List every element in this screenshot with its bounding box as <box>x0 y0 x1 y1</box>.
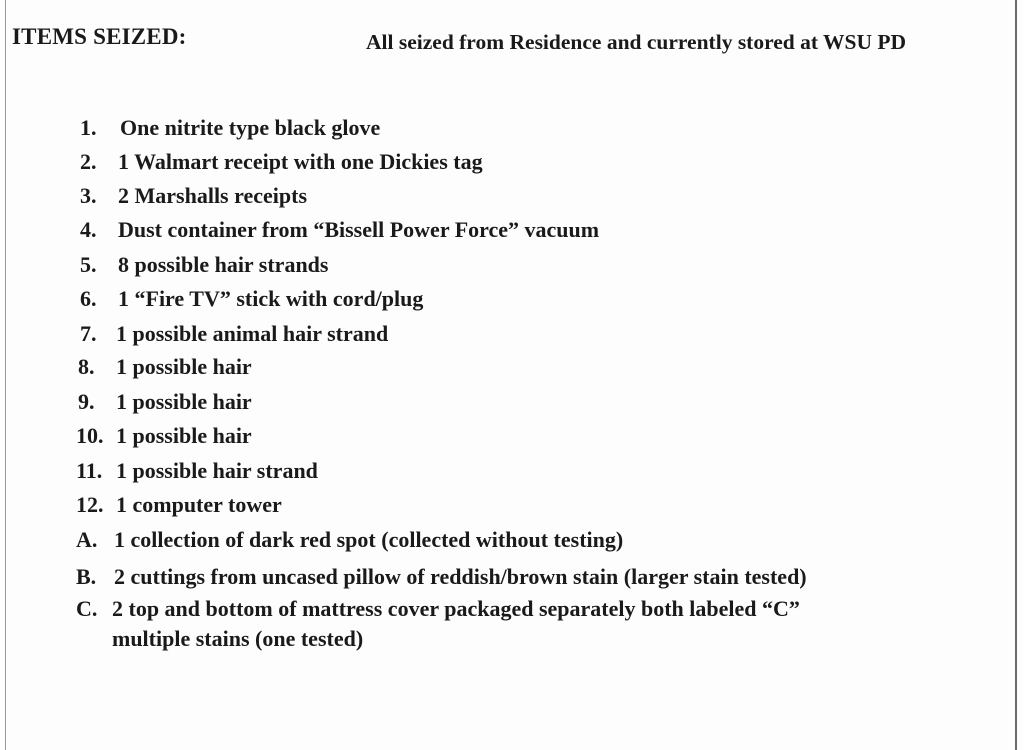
items-seized-heading: ITEMS SEIZED: <box>12 24 187 49</box>
item-marker: 1. <box>80 115 97 140</box>
item-marker: 9. <box>78 389 95 414</box>
item-text: 2 Marshalls receipts <box>118 183 308 208</box>
item-text: 8 possible hair strands <box>118 252 329 277</box>
item-text: 1 collection of dark red spot (collected without testing) <box>114 527 624 552</box>
item-marker: A. <box>76 527 98 552</box>
item-marker: 11. <box>76 458 103 483</box>
left-page-edge <box>5 0 6 750</box>
item-marker: 8. <box>78 354 95 379</box>
item-marker: 6. <box>80 286 97 311</box>
item-text: 1 possible hair <box>116 423 252 448</box>
item-text: 1 computer tower <box>116 492 282 517</box>
item-c-continuation: multiple stains (one tested) <box>112 626 364 651</box>
item-text: 1 possible hair <box>116 389 252 414</box>
item-marker: 7. <box>80 321 97 346</box>
item-text: Dust container from “Bissell Power Force” vacuum <box>118 217 600 242</box>
item-marker: 10. <box>76 423 104 448</box>
item-text: 1 possible hair <box>116 354 252 379</box>
item-marker: B. <box>76 564 97 589</box>
item-marker: 2. <box>80 149 97 174</box>
item-marker: 4. <box>80 217 97 242</box>
item-marker: 5. <box>80 252 97 277</box>
item-text: 1 possible animal hair strand <box>116 321 389 346</box>
storage-note: All seized from Residence and currently stored at WSU PD <box>366 30 907 54</box>
item-text: 1 “Fire TV” stick with cord/plug <box>118 286 424 311</box>
item-text: 1 possible hair strand <box>116 458 318 483</box>
item-text: 1 Walmart receipt with one Dickies tag <box>118 149 483 174</box>
item-text: 2 cuttings from uncased pillow of reddish/brown stain (larger stain tested) <box>114 564 807 589</box>
item-marker: 3. <box>80 183 97 208</box>
right-page-edge <box>1015 0 1017 750</box>
item-text: One nitrite type black glove <box>120 115 381 140</box>
item-marker: 12. <box>76 492 104 517</box>
item-marker: C. <box>76 596 98 621</box>
item-text: 2 top and bottom of mattress cover packaged separately both labeled “C” <box>112 596 800 621</box>
